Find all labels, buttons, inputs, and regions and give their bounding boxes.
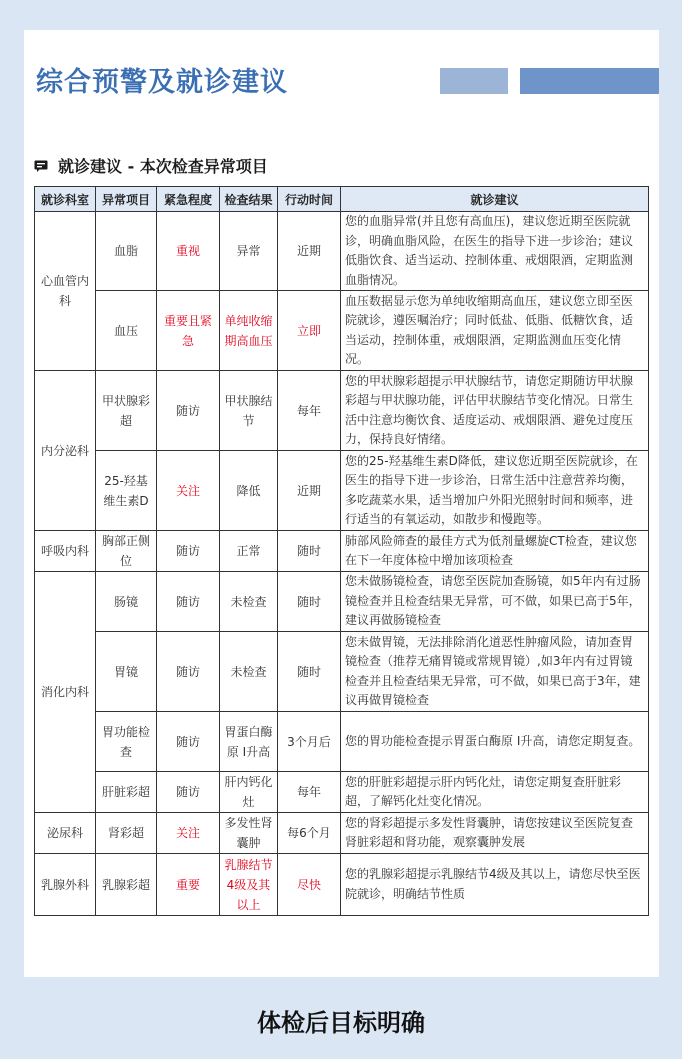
urgency-cell: 关注 [157,813,220,854]
item-cell: 血压 [96,291,157,371]
header-dept: 就诊科室 [35,187,96,212]
urgency-cell: 重要 [157,854,220,916]
time-cell: 立即 [278,291,341,371]
table-header-row [35,187,649,212]
advice-cell: 您未做肠镜检查，请您至医院加查肠镜，如5年内有过肠镜检查并且检查结果无异常，可不做，如果已高于5年，建议再做肠镜检查 [341,572,649,632]
table-row [35,854,649,916]
result-cell: 降低 [220,451,278,531]
report-sheet [24,30,659,977]
urgency-cell: 关注 [157,451,220,531]
header-urgency: 紧急程度 [157,187,220,212]
advice-cell: 您的25-羟基维生素D降低，建议您近期至医院就诊，在医生的指导下进一步诊治，日常生活中注意营养均衡，多吃蔬菜水果，适当增加户外阳光照射时间和频率，进行适当的有氧运动，如散步和慢跑等。 [341,451,649,531]
urgency-cell: 重视 [157,212,220,291]
urgency-cell: 随访 [157,772,220,813]
item-cell: 胸部正侧位 [96,531,157,572]
time-cell: 尽快 [278,854,341,916]
table-row [35,291,649,371]
time-cell: 每年 [278,371,341,451]
message-icon [34,160,48,172]
table-row [35,712,649,772]
table-row [35,813,649,854]
result-cell: 未检查 [220,632,278,712]
decor-bar-light [440,68,508,94]
dept-cell: 呼吸内科 [35,531,96,572]
result-cell: 胃蛋白酶原 I升高 [220,712,278,772]
result-cell: 肝内钙化灶 [220,772,278,813]
advice-cell: 您的血脂异常(并且您有高血压)，建议您近期至医院就诊，明确血脂风险，在医生的指导下进一步诊治；建议低脂饮食、适当运动、控制体重、戒烟限酒，定期监测血脂情况。 [341,212,649,291]
decor-bar-dark [520,68,659,94]
time-cell: 随时 [278,531,341,572]
result-cell: 乳腺结节4级及其以上 [220,854,278,916]
time-cell: 随时 [278,572,341,632]
time-cell: 近期 [278,212,341,291]
result-cell: 未检查 [220,572,278,632]
time-cell: 近期 [278,451,341,531]
advice-cell: 血压数据显示您为单纯收缩期高血压，建议您立即至医院就诊，遵医嘱治疗；同时低盐、低脂、低糖饮食，适当运动，控制体重，戒烟限酒，定期监测血压变化情况。 [341,291,649,371]
table-row [35,531,649,572]
bottom-caption: 体检后目标明确 [257,1009,425,1037]
advice-cell: 您的肾彩超提示多发性肾囊肿，请您按建议至医院复查肾脏彩超和肾功能，观察囊肿发展 [341,813,649,854]
time-cell: 3个月后 [278,712,341,772]
advice-cell: 肺部风险筛查的最佳方式为低剂量螺旋CT检查，建议您在下一年度体检中增加该项检查 [341,531,649,572]
item-cell: 乳腺彩超 [96,854,157,916]
advice-table [34,186,649,916]
section-title: 就诊建议 - 本次检查异常项目 [58,157,268,176]
page-title: 综合预警及就诊建议 [36,67,288,98]
table-row [35,572,649,632]
item-cell: 胃功能检查 [96,712,157,772]
table-row [35,371,649,451]
dept-cell: 心血管内科 [35,212,96,371]
item-cell: 肾彩超 [96,813,157,854]
result-cell: 异常 [220,212,278,291]
advice-cell: 您的肝脏彩超提示肝内钙化灶，请您定期复查肝脏彩超，了解钙化灶变化情况。 [341,772,649,813]
advice-cell: 您的甲状腺彩超提示甲状腺结节，请您定期随访甲状腺彩超与甲状腺功能，评估甲状腺结节变化情况。日常生活中注意均衡饮食、适度运动、戒烟限酒、避免过度压力，保持良好情绪。 [341,371,649,451]
dept-cell: 泌尿科 [35,813,96,854]
header-result: 检查结果 [220,187,278,212]
section-header [34,154,268,177]
header-advice: 就诊建议 [341,187,649,212]
dept-cell: 消化内科 [35,572,96,813]
advice-cell: 您未做胃镜，无法排除消化道恶性肿瘤风险，请加查胃镜检查（推荐无痛胃镜或常规胃镜）,如3年内有过胃镜检查并且检查结果无异常，可不做，如果已高于3年，建议再做胃镜检查 [341,632,649,712]
advice-cell: 您的乳腺彩超提示乳腺结节4级及其以上，请您尽快至医院就诊，明确结节性质 [341,854,649,916]
result-cell: 甲状腺结节 [220,371,278,451]
result-cell: 正常 [220,531,278,572]
result-cell: 多发性肾囊肿 [220,813,278,854]
item-cell: 肠镜 [96,572,157,632]
item-cell: 胃镜 [96,632,157,712]
advice-cell: 您的胃功能检查提示胃蛋白酶原 I升高，请您定期复查。 [341,712,649,772]
item-cell: 肝脏彩超 [96,772,157,813]
table-row [35,772,649,813]
item-cell: 25-羟基维生素D [96,451,157,531]
result-cell: 单纯收缩期高血压 [220,291,278,371]
urgency-cell: 随访 [157,572,220,632]
table-row [35,212,649,291]
urgency-cell: 随访 [157,531,220,572]
urgency-cell: 随访 [157,632,220,712]
item-cell: 甲状腺彩超 [96,371,157,451]
table-row [35,632,649,712]
dept-cell: 乳腺外科 [35,854,96,916]
time-cell: 随时 [278,632,341,712]
dept-cell: 内分泌科 [35,371,96,531]
time-cell: 每年 [278,772,341,813]
item-cell: 血脂 [96,212,157,291]
urgency-cell: 重要且紧急 [157,291,220,371]
header-item: 异常项目 [96,187,157,212]
table-row [35,451,649,531]
urgency-cell: 随访 [157,712,220,772]
time-cell: 每6个月 [278,813,341,854]
urgency-cell: 随访 [157,371,220,451]
header-time: 行动时间 [278,187,341,212]
